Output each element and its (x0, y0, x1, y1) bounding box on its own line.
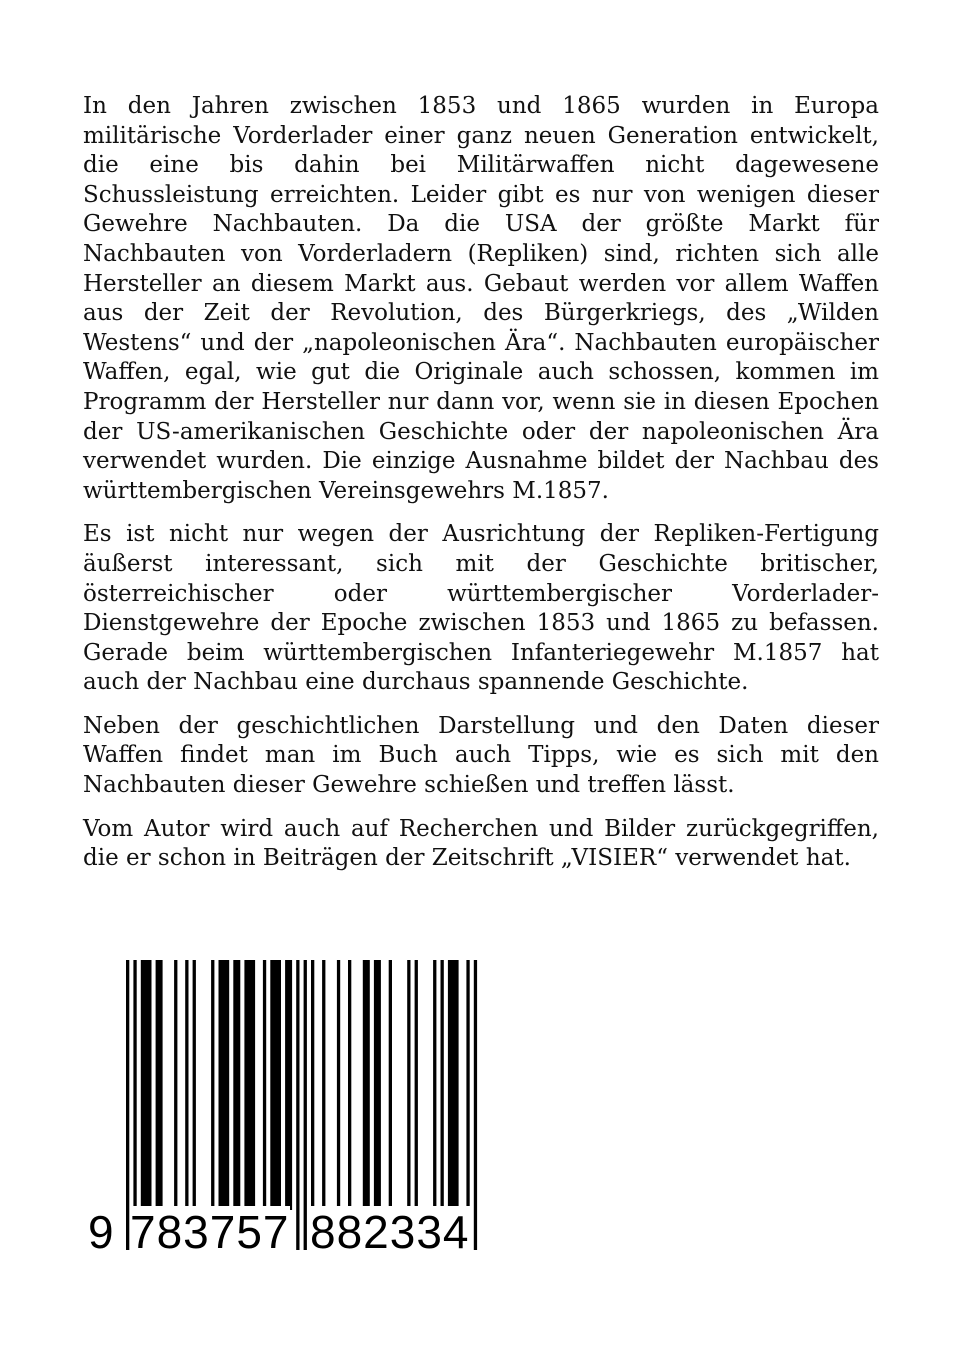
barcode-bar (263, 960, 266, 1210)
barcode-bar (389, 960, 392, 1210)
barcode-bar (156, 960, 163, 1210)
barcode-bar (193, 960, 196, 1210)
barcode-bar (244, 960, 255, 1210)
barcode-bar (211, 960, 214, 1210)
barcode-bar (174, 960, 177, 1210)
blurb-text (83, 92, 879, 888)
barcode-bar (448, 960, 459, 1210)
barcode-bar (374, 960, 381, 1210)
barcode-bar (441, 960, 444, 1210)
barcode-bar (219, 960, 230, 1210)
barcode-bar (433, 960, 436, 1210)
barcode-bar (233, 960, 240, 1210)
isbn-number (88, 1206, 478, 1258)
barcode-bar (337, 960, 340, 1210)
isbn-right-group: 882334 (310, 1206, 470, 1258)
blurb-paragraph-2: Es ist nicht nur wegen der Ausrichtung der Repliken-Fertigung äußerst interessant, sich mit der Geschichte britischer, österreichischer oder württembergischer Vorderlader-Dienstgewehre der Epoche zwischen 1853 und 1865 zu befassen. Gerade beim württembergischen Infanteriegewehr M.1857 hat auch der Nachbau eine durchaus spannende Geschichte. (83, 521, 879, 696)
barcode-bar (322, 960, 325, 1210)
barcode-bar (285, 960, 292, 1210)
barcode-bar (270, 960, 281, 1210)
barcode-bar (348, 960, 351, 1210)
barcode-bar (363, 960, 370, 1210)
isbn-first-digit: 9 (88, 1206, 114, 1258)
barcode-bar (141, 960, 152, 1210)
blurb-paragraph-1: In den Jahren zwischen 1853 und 1865 wurden in Europa militärische Vorderlader einer ganz neuen Generation entwickelt, die eine bis dahin bei Militärwaffen nicht dagewesene Schussleistung erreichten. Leider gibt es nur von wenigen dieser Gewehre Nachbauten. Da die USA der größte Markt für Nachbauten von Vorderladern (Repliken) sind, richten sich alle Hersteller an diesem Markt aus. Gebaut werden vor allem Waffen aus der Zeit der Revolution, des Bürgerkriegs, des „Wilden Westens“ und der „napoleonischen Ära“. Nachbauten europäischer Waffen, egal, wie gut die Originale auch schossen, kommen im Programm der Hersteller nur dann vor, wenn sie in diesen Epochen der US-amerikanischen Geschichte oder der napoleonischen Ära verwendet wurden. Die einzige Ausnahme bildet der Nachbau des württembergischen Vereinsgewehrs M.1857. (83, 93, 879, 504)
barcode-bar (185, 960, 188, 1210)
barcode-bar (407, 960, 410, 1210)
barcode-bar (415, 960, 418, 1210)
barcode-bar (311, 960, 314, 1210)
isbn-left-group: 783757 (130, 1206, 290, 1258)
blurb-paragraph-3: Neben der geschichtlichen Darstellung und den Daten dieser Waffen findet man im Buch auch Tipps, wie es sich mit den Nachbauten dieser Gewehre schießen und treffen lässt. (83, 712, 879, 799)
blurb-paragraph-4: Vom Autor wird auch auf Recherchen und Bilder zurückgegriffen, die er schon in Beiträgen der Zeitschrift „VISIER“ verwendet hat. (83, 815, 879, 872)
